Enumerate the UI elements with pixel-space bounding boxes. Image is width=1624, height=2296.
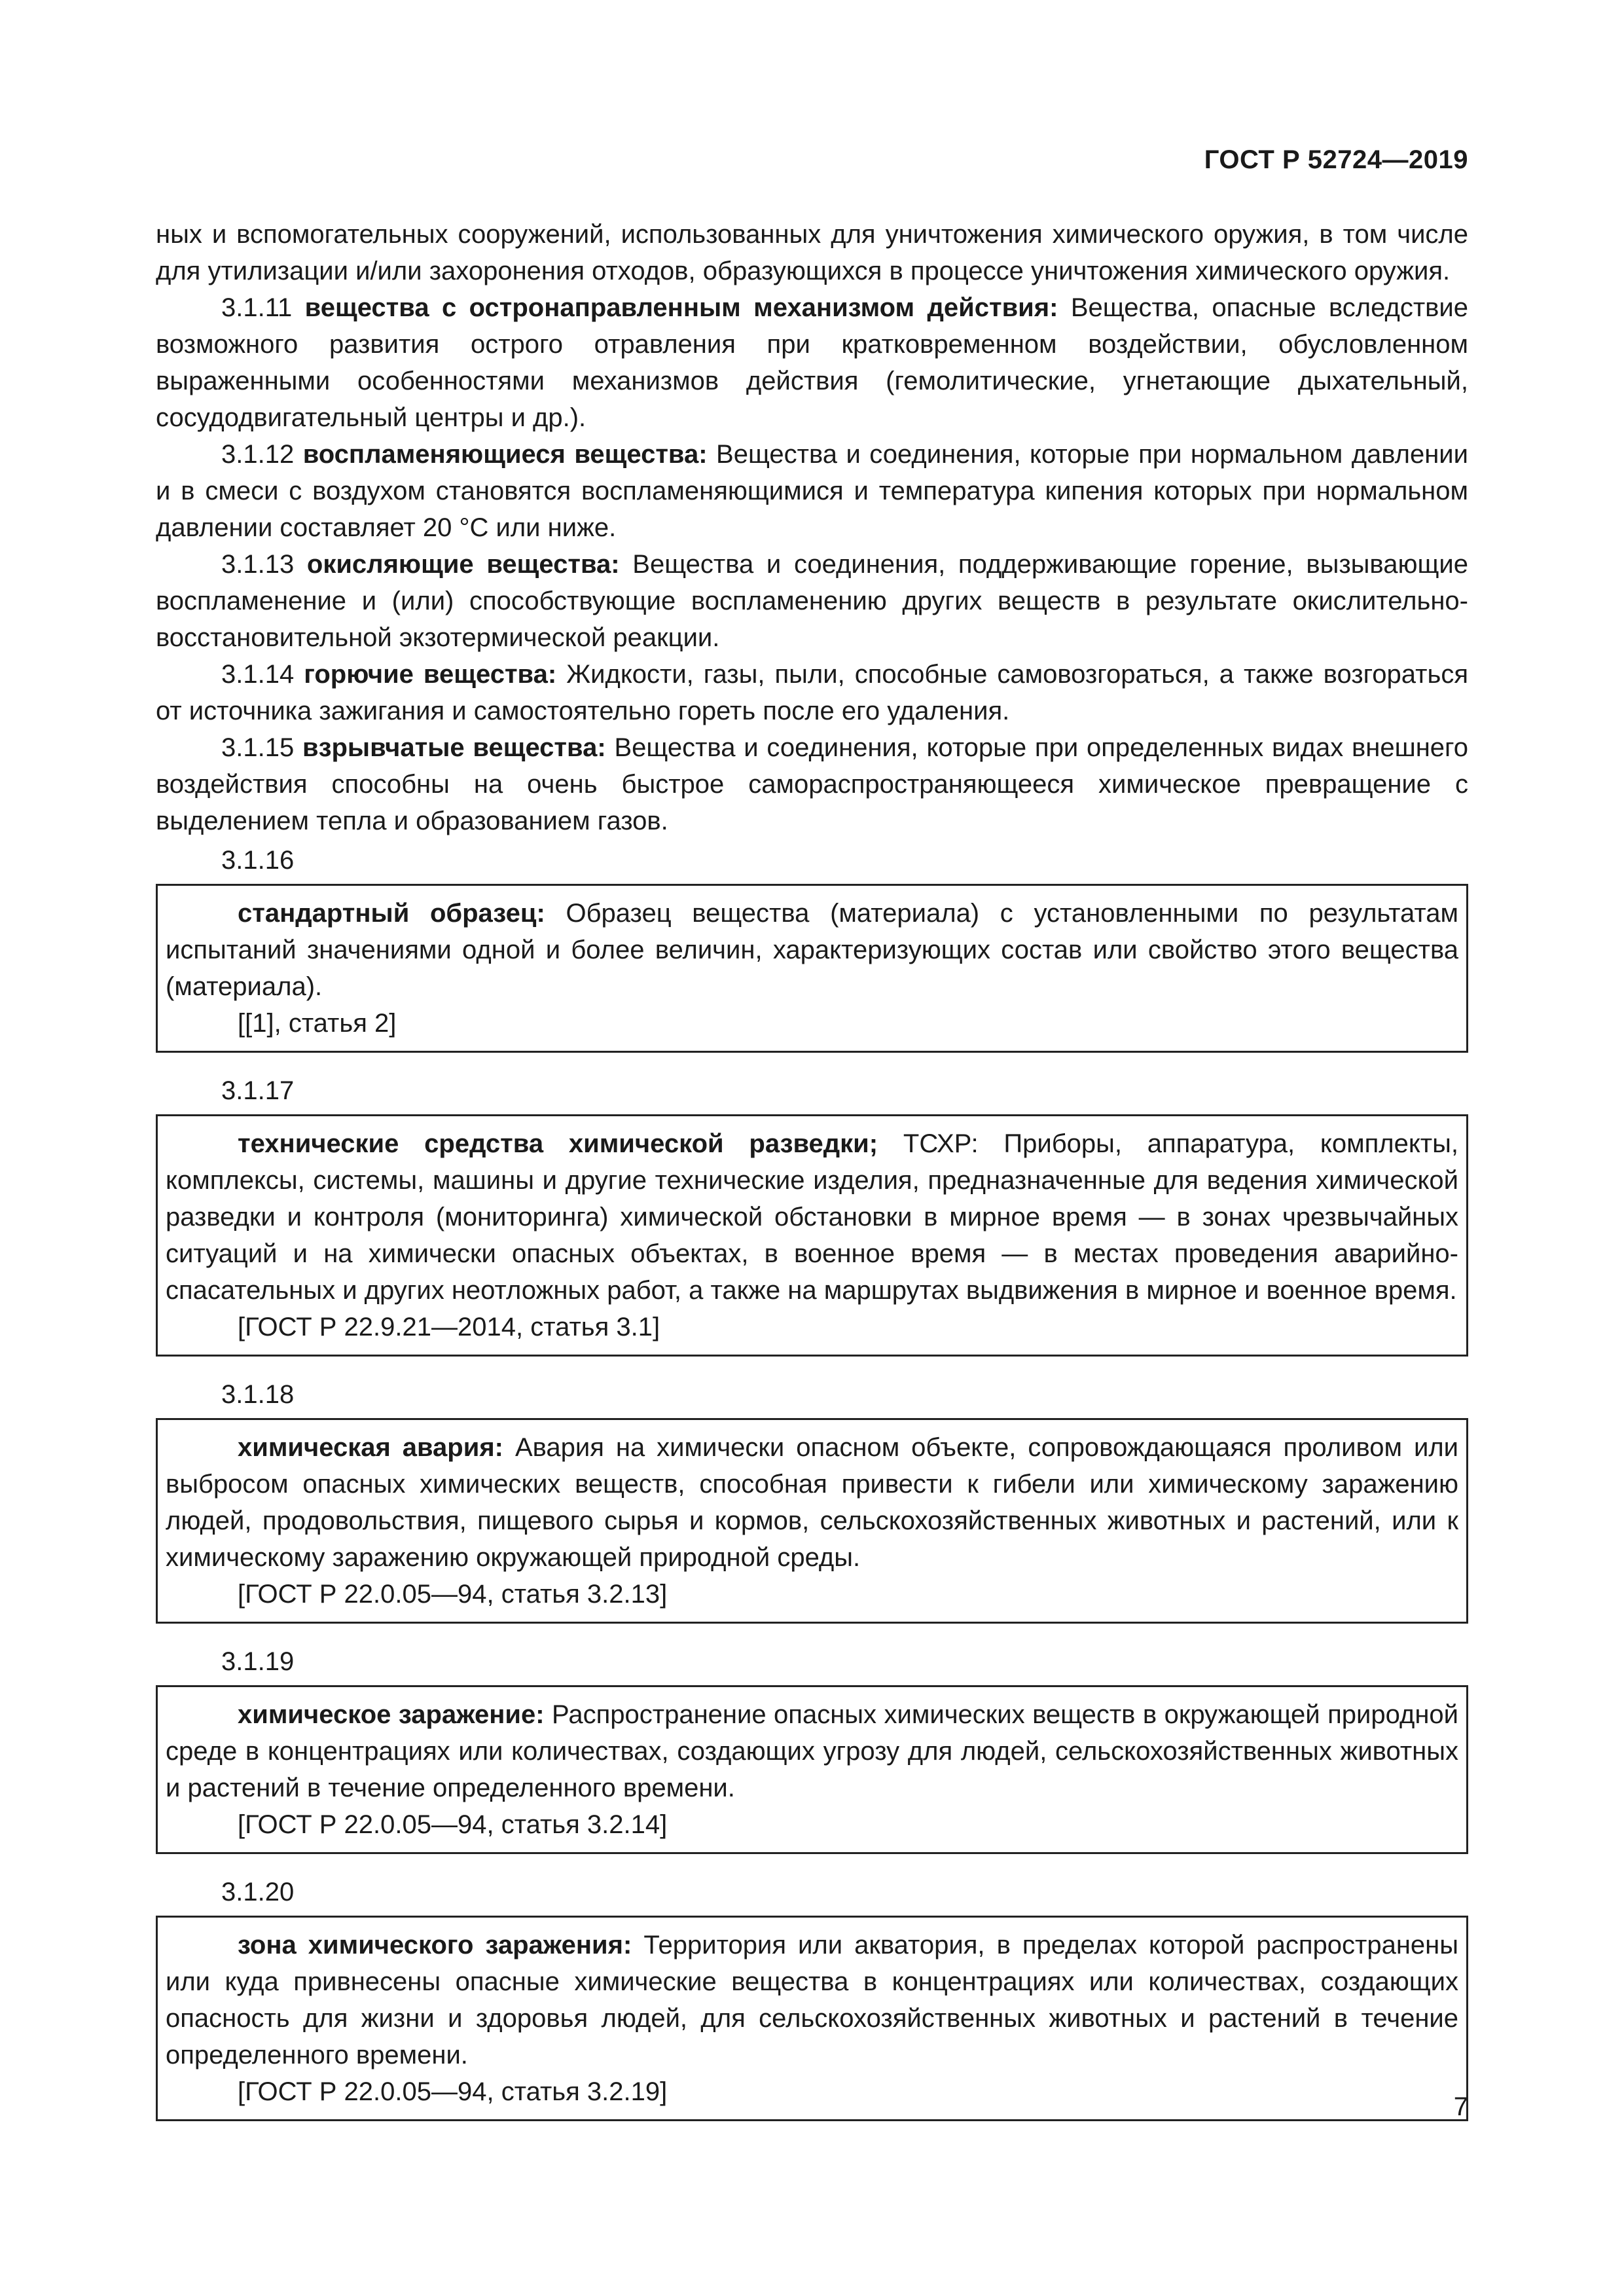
boxed-source: [ГОСТ Р 22.0.05—94, статья 3.2.14]	[238, 1810, 668, 1839]
item-number: 3.1.15	[221, 733, 295, 762]
definition-paragraph	[156, 729, 1468, 839]
item-number: 3.1.13	[221, 550, 295, 579]
boxed-item-number: 3.1.18	[221, 1380, 295, 1409]
item-number: 3.1.14	[221, 660, 295, 689]
boxed-text: Образец вещества (материала) с установленными по результатам испытаний значениями одной и более величин, характеризующих состав или свойство этого вещества (материала).	[166, 899, 1458, 1001]
boxed-definition-text	[166, 1696, 1458, 1806]
boxed-definition	[156, 1114, 1468, 1357]
boxed-item-number: 3.1.17	[221, 1076, 295, 1105]
boxed-definition	[156, 1916, 1468, 2121]
boxed-term: зона химического заражения:	[238, 1931, 632, 1959]
boxed-term: технические средства химической разведки;	[238, 1129, 878, 1158]
boxed-term: химическое заражение:	[238, 1700, 545, 1729]
boxed-item-number: 3.1.16	[221, 846, 295, 875]
boxed-text: Распространение опасных химических веществ в окружающей природной среде в концентрациях или количествах, создающих угрозу для людей, сельскохозяйственных животных и растений в течение определенного времени.	[166, 1700, 1458, 1802]
item-number: 3.1.12	[221, 440, 295, 469]
definition-paragraph	[156, 436, 1468, 546]
definition-paragraph	[156, 546, 1468, 656]
item-term: окисляющие вещества:	[306, 550, 620, 579]
page-number: 7	[1453, 2092, 1468, 2121]
boxed-text: ТСХР: Приборы, аппаратура, комплекты, комплексы, системы, машины и другие технические изделия, предназначенные для ведения химической разведки и контроля (мониторинга) химической обстановки в мирное время — в зонах чрезвычайных ситуаций и на химически опасных объектах, в военное время — в местах проведения аварийно-спасательных и других неотложных работ, а также на маршрутах выдвижения в мирное и военное время.	[166, 1129, 1458, 1305]
boxed-definition	[156, 1418, 1468, 1624]
definition-paragraph	[156, 656, 1468, 729]
boxed-definition-text	[166, 1927, 1458, 2073]
boxed-term: химическая авария:	[238, 1433, 503, 1462]
boxed-source: [ГОСТ Р 22.9.21—2014, статья 3.1]	[238, 1313, 660, 1341]
item-term: взрывчатые вещества:	[302, 733, 606, 762]
item-text: Вещества и соединения, поддерживающие горение, вызывающие воспламенение и (или) способствующие воспламенению других веществ в результате окислительно-восстановительной экзотермической реакции.	[156, 550, 1468, 652]
boxed-definition-text	[166, 1429, 1458, 1576]
item-text: Вещества, опасные вследствие возможного развития острого отравления при кратковременном воздействии, обусловленном выраженными особенностями механизмов действия (гемолитические, угнетающие дыхательный, сосудодвигательный центры и др.).	[156, 293, 1468, 432]
boxed-definition-text	[166, 1125, 1458, 1309]
definition-paragraph	[156, 289, 1468, 436]
boxed-item-number: 3.1.19	[221, 1647, 295, 1676]
intro-paragraph: ных и вспомогательных сооружений, использованных для уничтожения химического оружия, в том числе для утилизации и/или захоронения отходов, образующихся в процессе уничтожения химического оружия.	[156, 220, 1468, 285]
item-text: Вещества и соединения, которые при определенных видах внешнего воздействия способны на очень быстрое самораспространяющееся химическое превращение с выделением тепла и образованием газов.	[156, 733, 1468, 835]
item-text: Вещества и соединения, которые при нормальном давлении и в смеси с воздухом становятся воспламеняющимися и температура кипения которых при нормальном давлении составляет 20 °С или ниже.	[156, 440, 1468, 542]
item-number: 3.1.11	[221, 293, 293, 322]
item-term: горючие вещества:	[304, 660, 557, 689]
item-term: вещества с остронаправленным механизмом действия:	[304, 293, 1058, 322]
boxed-source: [ГОСТ Р 22.0.05—94, статья 3.2.19]	[238, 2077, 668, 2106]
document-header: ГОСТ Р 52724—2019	[1204, 145, 1468, 174]
boxed-definition	[156, 884, 1468, 1053]
boxed-text: Авария на химически опасном объекте, сопровождающаяся проливом или выбросом опасных химических веществ, способная привести к гибели или химическому заражению людей, продовольствия, пищевого сырья и кормов, сельскохозяйственных животных и растений, или к химическому заражению окружающей природной среды.	[166, 1433, 1458, 1572]
boxed-definition	[156, 1685, 1468, 1854]
boxed-text: Территория или акватория, в пределах которой распространены или куда привнесены опасные химические вещества в концентрациях или количествах, создающих опасность для жизни и здоровья людей, для сельскохозяйственных животных и растений в течение определенного времени.	[166, 1931, 1458, 2069]
item-term: воспламеняющиеся вещества:	[302, 440, 708, 469]
boxed-definition-text	[166, 895, 1458, 1005]
boxed-term: стандартный образец:	[238, 899, 545, 928]
boxed-item-number: 3.1.20	[221, 1878, 295, 1906]
boxed-source: [[1], статья 2]	[238, 1009, 397, 1038]
boxed-source: [ГОСТ Р 22.0.05—94, статья 3.2.13]	[238, 1580, 668, 1609]
document-body	[156, 216, 1468, 2141]
item-text: Жидкости, газы, пыли, способные самовозгораться, а также возгораться от источника зажигания и самостоятельно гореть после его удаления.	[156, 660, 1468, 725]
